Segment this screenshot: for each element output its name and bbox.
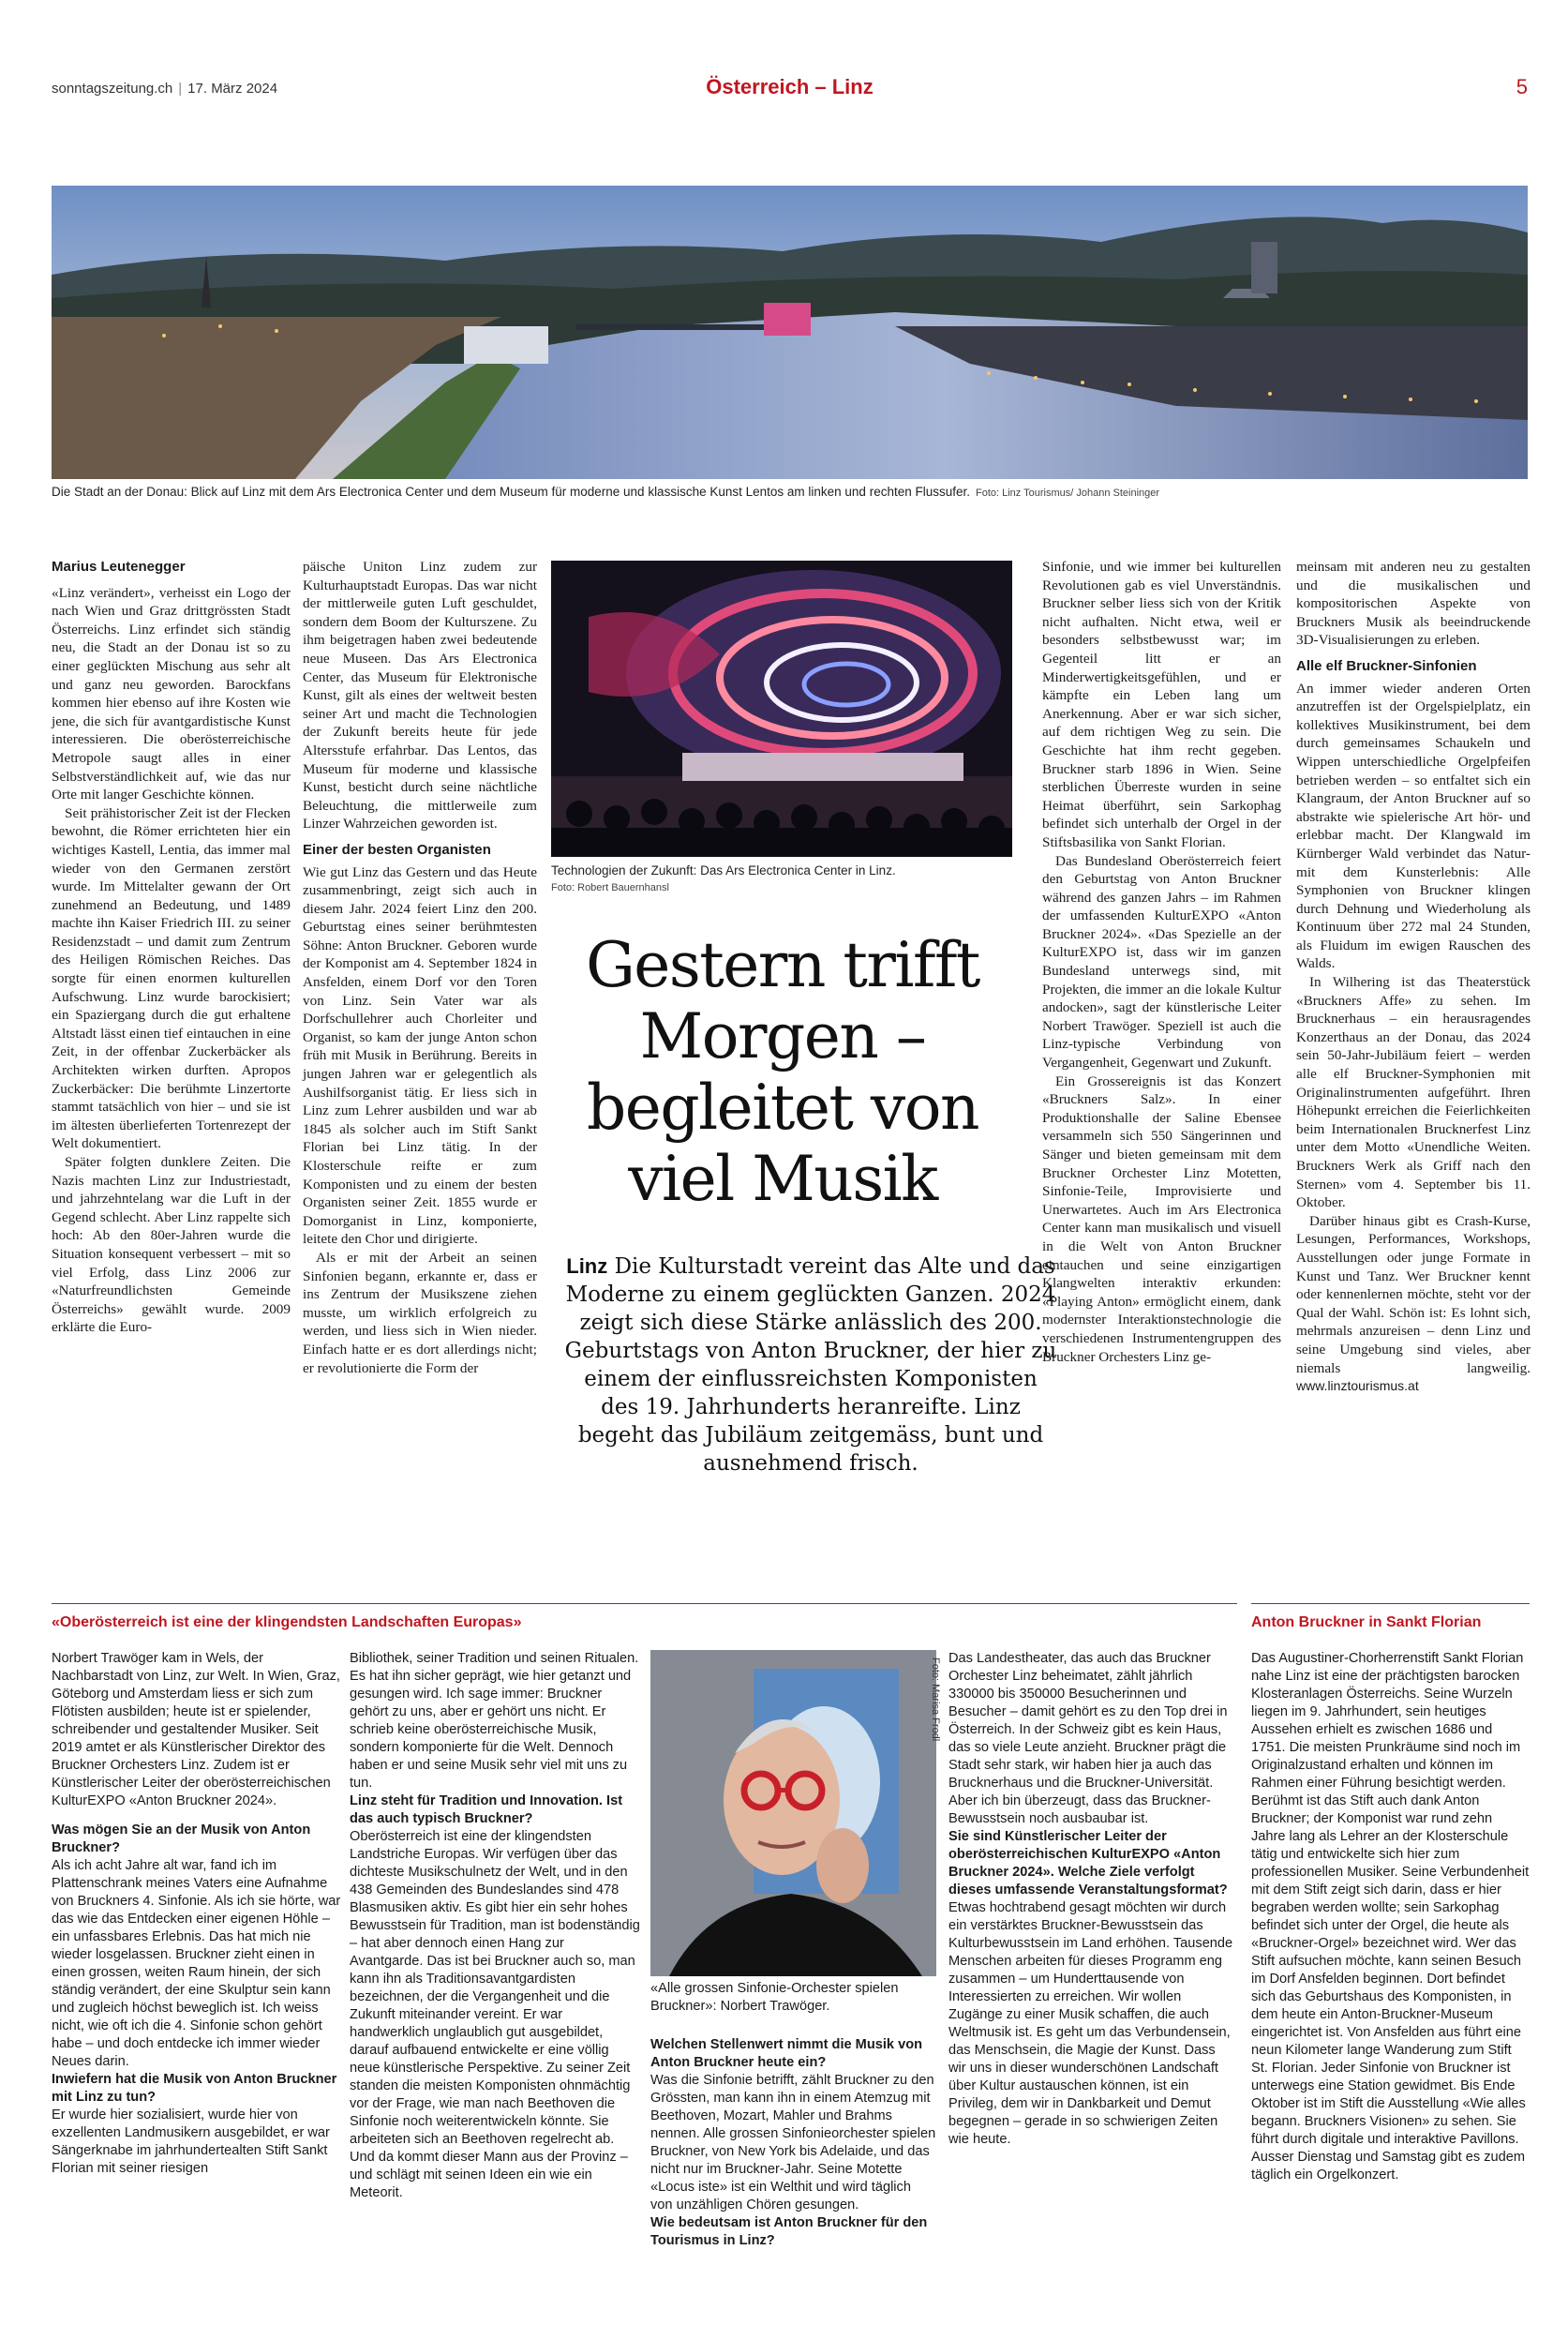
ars-electronica-photo <box>551 561 1012 857</box>
paragraph: Wie gut Linz das Gestern und das Heute zusammenbringt, zeigt sich auch in diesem Jahr. 2024 feiert Linz den 200. Geburtstag eines seiner berühmtesten Söhne: Anton Bruckner. Geboren wurde der Komponist am 4. September 1824 in Ansfelden, einem Dorf vor den Toren von Linz. Sein Vater war als Dorfschullehrer auch Chorleiter und Organist, so kam der junge Anton schon früh mit Musik in Berührung. Bereits in jungen Jahren war er gelegentlich als Aushilfsorganist tätig. Er liess sich in Linz zum Lehrer ausbilden und war ab 1845 als solcher auch im Stift Sankt Florian bei Linz tätig. In der Klosterschule reifte er zum Komponisten und zu einem der besten Organisten seiner Zeit. 1855 wurde er Domorganist in Linz, komponierte, leitete den Chor und dirigierte. <box>303 863 537 1248</box>
ars-electronica-illustration <box>551 561 1012 857</box>
ars-electronica-caption <box>551 862 1012 894</box>
interview-column-3 <box>650 1980 936 2250</box>
article-column-4 <box>1296 558 1531 1396</box>
panorama-illustration <box>52 186 1528 479</box>
photo-caption-text: Technologien der Zukunft: Das Ars Electronica Center in Linz. <box>551 863 896 878</box>
tourism-link[interactable]: www.linztourismus.at <box>1296 1378 1419 1394</box>
subheading: Einer der besten Organisten <box>303 841 491 858</box>
interview-column-2 <box>350 1650 640 2202</box>
portrait-credit: Foto: Marisa Frodl <box>930 1658 941 1742</box>
article-headline: Gestern trifft Morgen – begleitet von viel Musik <box>586 929 979 1215</box>
section-title: Österreich – Linz <box>706 75 874 98</box>
interview-answer: Das Landestheater, das auch das Bruckner Orchester Linz beheimatet, zählt jährlich 330000 bis 350000 Besucherinnen und Besucher – damit gehört es zu den Top drei in Österreich. In der Schweiz gibt es kein Haus, das so viele Leute anzieht. Bruckner prägt die Stadt sehr stark, wir haben hier ja auch das Brucknerhaus und die Bruckner-Universität. Aber ich bin überzeugt, dass das Bruckner-Bewusstsein noch ausbaubar ist. <box>948 1651 1228 1826</box>
interview-question: Welchen Stellenwert nimmt die Musik von Anton Bruckner heute ein? <box>650 2037 923 2070</box>
paragraph: «Linz verändert», verheisst ein Logo der nach Wien und Graz drittgrössten Stadt Österreichs. Linz erfindet sich ständig neu, die Stadt an der Donau ist so zu einer geglückten Mischung aus sehr alt und ganz neu geworden. Barockfans kommen hier ebenso auf ihre Kosten wie jene, die sich für avantgardistische Kunst interessieren. Die oberösterreichische Metropole saugt alles in einer Selbstverständlichkeit auf, wie das nur Orte mit langer Geschichte können. <box>52 584 291 803</box>
interview-question: Sie sind Künstlerischer Leiter der oberösterreichischen KulturEXPO «Anton Bruckner 2024». Welche Ziele verfolgt dieses umfassende Veranstaltungsformat? <box>948 1829 1228 1898</box>
interview-answer: Bibliothek, seiner Tradition und seinen Ritualen. Es hat ihn sicher geprägt, wie hier getanzt und gesungen wird. Ich sage immer: Bruckner gehört zu uns, aber er gehört uns nicht. Er schrieb keine oberösterreichische Musik, sondern komponierte für die Welt. Dennoch haben er und seine Musik sehr viel mit uns zu tun. <box>350 1651 639 1791</box>
interview-answer: Er wurde hier sozialisiert, wurde hier von exzellenten Landmusikern ausgebildet, er war Sängerknabe im jahrhundertealten Stift Sankt Florian mit seiner riesigen <box>52 2108 330 2176</box>
portrait-illustration <box>650 1650 936 1976</box>
interview-answer: Oberösterreich ist eine der klingendsten Landstriche Europas. Wir verfügen über das dichteste Musikschulnetz der Welt, und in den 438 Gemeinden des Bundeslandes sind 478 Blasmusiken aktiv. Es gibt hier ein sehr hohes Bewusstsein für Tradition, man ist bodenständig – hat aber dennoch einen Hang zur Avantgarde. Das ist bei Bruckner auch so, man kann ihn als Traditionsavantgardisten bezeichnen, der die Vergangenheit und die Zukunft miteinander vereint. Er war handwerklich unglaublich gut ausgebildet, darauf aufbauend entwickelte er eine völlig neue künstlerische Perspektive. Zu seiner Zeit standen die meisten Komponisten ohnmächtig vor der Frage, wie man nach Beethoven die Sinfonie noch weiterentwickeln könnte. Sie arbeiteten sich an Beethoven regelrecht ab. Und da kommt dieser Mann aus der Provinz – und schlägt mit seinen Ideen ein wie ein Meteorit. <box>350 1829 640 2200</box>
issue-date: 17. März 2024 <box>187 81 278 97</box>
interview-column-4 <box>948 1650 1234 2149</box>
section-divider <box>52 1603 1237 1604</box>
interview-question: Linz steht für Tradition und Innovation. Ist das auch typisch Bruckner? <box>350 1793 623 1826</box>
paragraph: Ein Grossereignis ist das Konzert «Bruckners Salz». In einer Produktionshalle der Saline Ebensee versammeln sich 550 Sängerinnen und Sänger und bieten gemeinsam mit dem Bruckner Orchester Linz Motetten, Sinfonie-Teile, Improvisierte und Unerwartetes. Auch im Ars Electronica Center kann man musikalisch und visuell in die Welt von Anton Bruckner eintauchen und seine einzigartigen Klangwelten interaktiv erkunden: «Playing Anton» ermöglicht einem, dank modernster Interaktionstechnologie die verschiedenen Instrumentengruppen des Bruckner Orchesters Linz ge- <box>1042 1072 1281 1365</box>
article-lead <box>562 1252 1059 1478</box>
hero-photo-linz-panorama <box>52 186 1528 479</box>
interview-question: Inwiefern hat die Musik von Anton Bruckner mit Linz zu tun? <box>52 2072 337 2105</box>
hero-credit: Foto: Linz Tourismus/ Johann Steininger <box>976 488 1160 499</box>
article-column-3 <box>1042 558 1281 1366</box>
paragraph: päische Uniton Linz zudem zur Kulturhauptstadt Europas. Das war nicht der mittlerweile guten Luft geschuldet, sondern dem Boom der Kulturszene. Zu ihm beigetragen haben zwei bedeutende neue Museen. Das Ars Electronica Center, das Museum für Elektronische Kunst, gilt als eines der weltweit besten seiner Art und macht die Technologien der Zukunft bereits heute für jede Altersstufe erfahrbar. Das Lentos, das Museum für moderne und klassische Kunst, besticht durch seine nächtliche Beleuchtung, die mittlerweile zum Linzer Wahrzeichen geworden ist. <box>303 559 537 832</box>
lead-text: Die Kulturstadt vereint das Alte und das Moderne zu einem geglückten Ganzen. 2024 zeigt sich diese Stärke anlässlich des 200. Geburtstags von Anton Bruckner, der hier zu einem der einflussreichsten Komponisten des 19. Jahrhunderts heranreifte. Linz begeht das Jubiläum zeitgemäss, bunt und ausnehmend frisch. <box>564 1254 1057 1476</box>
portrait-photo-trawoeger <box>650 1650 936 1976</box>
portrait-credit-wrap <box>928 1658 943 1808</box>
paragraph <box>1296 1212 1531 1396</box>
interview-intro: Norbert Trawöger kam in Wels, der Nachbarstadt von Linz, zur Welt. In Wien, Graz, Göteborg und Amsterdam liess er sich zum Flötisten ausbilden; heute ist er spielender, schreibender und gestaltender Musiker. Seit 2019 amtet er als Künstlerischer Direktor des Bruckner Orchesters Linz. Zudem ist er Künstlerischer Leiter der oberösterreichischen KulturEXPO «Anton Bruckner 2024». <box>52 1651 340 1808</box>
paragraph: In Wilhering ist das Theaterstück «Bruckners Affe» zu sehen. Im Brucknerhaus – ein herausragendes Konzerthaus an der Donau, das 2024 sein 50-Jahr-Jubiläum feiert – werden alle elf Bruckner-Symphonien mit Originalinstrumenten aufgeführt. Ihren Höhepunkt erreichen die Feierlichkeiten beim Internationalen Brucknerfest Linz unter dem Motto «Unendliche Weiten. Bruckners Werk als Griff nach den Sternen» vom 4. September bis 11. Oktober. <box>1296 974 1531 1211</box>
paragraph-text: Darüber hinaus gibt es Crash-Kurse, Lesungen, Performances, Workshops, Ausstellungen oder junge Formate in Kunst und Tanz. Wer Bruckner kennt oder kennenlernen möchte, steht vor der Qual der Wahl. Schön ist: Es lohnt sich, mehrmals anzureisen – denn Linz und seine Umgebung sind vieles, aber niemals langweilig. <box>1296 1212 1531 1376</box>
sidebar-text: Das Augustiner-Chorherrenstift Sankt Florian nahe Linz ist eine der prächtigsten barocken Klosteranlagen Österreichs. Seine Wurzeln liegen im 9. Jahrhundert, sein heutiges Aussehen erhielt es zwischen 1686 und 1751. Die meisten Prunkräume sind noch im Originalzustand erhalten und können im Rahmen einer Führung besichtigt werden. Berühmt ist das Stift auch dank Anton Bruckner; der Komponist war rund zehn Jahre lang als Lehrer an der Klosterschule tätig und entwickelte sich hier zum professionellen Musiker. Seine Verbundenheit mit dem Stift zeigt sich darin, dass er hier begraben werden wollte; sein Sarkophag befindet sich unter der Orgel, die heute als «Bruckner-Orgel» bezeichnet wird. Wer das Stift aufsuchen möchte, kann seinen Besuch im Dorf Ansfelden beginnen. Dort befindet sich das Geburtshaus des Komponisten, in dem heute ein Anton-Bruckner-Museum eingerichtet ist. Von Ansfelden aus führt eine neun Kilometer lange Wanderung zum Stift St. Florian. Jeder Sinfonie von Bruckner ist unterwegs eine Station gewidmet. Bis Ende Oktober ist im Stift die Ausstellung «Wie alles begann. Bruckners Visionen» zu sehen. Sie führt durch digitale und interaktive Pavillons. Ausser Dienstag und Samstag gibt es zudem täglich ein Orgelkonzert. <box>1251 1651 1530 2182</box>
sidebar-title: Anton Bruckner in Sankt Florian <box>1251 1614 1482 1630</box>
interview-answer: Was die Sinfonie betrifft, zählt Bruckner zu den Grössten, man kann ihn in einem Atemzug mit Beethoven, Mozart, Mahler und Brahms nennen. Alle grossen Sinfonieorchester spielen Bruckner, von New York bis Adelaide, und das nicht nur im Bruckner-Jahr. Seine Motette «Locus iste» ist ein Welthit und wird täglich von unzähligen Chören gesungen. <box>650 2073 936 2212</box>
hero-caption <box>52 484 1528 501</box>
photo-credit: Foto: Robert Bauernhansl <box>551 881 669 893</box>
interview-answer: Etwas hochtrabend gesagt möchten wir durch ein verstärktes Bruckner-Bewusstsein das Kulturbewusstsein im Land erhöhen. Tausende Menschen arbeiten für dieses Programm eng zusammen – um Hunderttausende von Interessierten zu erreichen. Wir wollen Zugänge zu einer Musik schaffen, die auch Weltmusik ist. Es geht um das Verbundensein, das Menschsein, die Magie der Kunst. Dass wir uns in dieser wunderschönen Landschaft über Kultur austauschen können, ist ein Privileg, dem wir in Dankbarkeit und Demut begegnen – gerade in so schwierigen Zeiten wie heute. <box>948 1900 1233 2147</box>
sidebar-divider <box>1251 1603 1530 1604</box>
interview-question: Was mögen Sie an der Musik von Anton Bruckner? <box>52 1822 311 1855</box>
portrait-caption: «Alle grossen Sinfonie-Orchester spielen Bruckner»: Norbert Trawöger. <box>650 1981 899 2014</box>
paragraph: Sinfonie, und wie immer bei kulturellen Revolutionen gab es viel Unverständnis. Bruckner selber liess sich von der Kritik nicht aufhalten. Nicht etwa, weil er besonders selbstbewusst war; im Gegenteil litt er an Minderwertigkeitsgefühlen, und er kämpfte ein Leben lang um Anerkennung. Aber er war sich sicher, auf dem richtigen Weg zu sein. Die Geschichte hat ihm recht gegeben. Bruckner starb 1896 in Wien. Seine sterblichen Überreste wurden in seine Heimat überführt, sein Sarkophag befindet sich unterhalb der Orgel in der Stiftsbasilika von Sankt Florian. <box>1042 559 1281 850</box>
paragraph: meinsam mit anderen neu zu gestalten und die musikalischen und kompositorischen Aspekte von Bruckners Musik als beeindruckende 3D-Visualisierungen zu erleben. <box>1296 559 1531 649</box>
subheading: Alle elf Bruckner-Sinfonien <box>1296 657 1477 674</box>
interview-answer: Als ich acht Jahre alt war, fand ich im Plattenschrank meines Vaters eine Aufnahme von Bruckners 4. Sinfonie. Als ich sie hörte, war das wie das Entdecken einer eigenen Höhle – ein unfassbares Erlebnis. Das hat mich nie wieder losgelassen. Bruckner zieht einen in einen grossen, weiten Raum hinein, der sich ständig verändert, der eine Skulptur sein kann und zugleich höchst beweglich ist. Ich weiss nicht, wie oft ich die 4. Sinfonie schon gehört habe – und doch entdecke ich immer wieder Neues darin. <box>52 1858 341 2069</box>
article-column-1 <box>52 558 291 1337</box>
paragraph: Das Bundesland Oberösterreich feiert den Geburtstag von Anton Bruckner während des ganzen Jahrs – im Rahmen der umfassenden KulturEXPO «Anton Bruckner 2024». «Das Spezielle an der KulturEXPO ist, dass wir im ganzen Bundesland unterwegs sind, mit Projekten, die immer an die lokale Kultur andocken», sagt der künstlerische Leiter Norbert Trawöger. Speziell ist auch die Linz-typische Verbindung von Vergangenheit, Gegenwart und Zukunft. <box>1042 852 1281 1072</box>
paragraph: Später folgten dunklere Zeiten. Die Nazis machten Linz zur Industriestadt, und jahrzehntelang war die Luft in der Gegend schlecht. Aber Linz rappelte sich hoch: Ab den 80er-Jahren wurde die Situation konsequent verbessert – mit so viel Erfolg, dass Linz 2006 zur «Naturfreundlichsten Gemeinde Österreichs» gewählt wurde. 2009 erklärte die Euro- <box>52 1154 291 1336</box>
page-number: 5 <box>1516 75 1528 98</box>
interview-title: «Oberösterreich ist eine der klingendsten Landschaften Europas» <box>52 1614 522 1630</box>
author: Marius Leutenegger <box>52 559 186 575</box>
hero-caption-text: Die Stadt an der Donau: Blick auf Linz mit dem Ars Electronica Center und dem Museum für moderne und klassische Kunst Lentos am linken und rechten Flussufer. <box>52 485 970 499</box>
paragraph: Seit prähistorischer Zeit ist der Flecken bewohnt, die Römer errichteten hier ein wichtiges Kastell, Lentia, das immer mal wieder von den Germanen zerstört wurde. Im Mittelalter gewann der Ort zunehmend an Bedeutung, und 1489 machte ihn Kaiser Friedrich III. zu seiner Residenzstadt – und damit zum Zentrum des Heiligen Römischen Reiches. Das sorgte für einen enormen kulturellen Aufschwung. Linz wurde barockisiert; ein Spaziergang durch die gut erhaltene Altstadt lässt einen tief eintauchen in eine Zeit, in der offenbar Zuckerbäcker als Architekten wirken durften. Apropos Zuckerbäcker: Die berühmte Linzertorte stammt tatsächlich von hier – und sie ist im ältesten überlieferten Tortenrezept der Welt dokumentiert. <box>52 804 291 1152</box>
paragraph: An immer wieder anderen Orten anzutreffen ist der Orgelspielplatz, ein kollektives Musikinstrument, bei dem durch gemeinsames Schaukeln und Wippen unterschiedliche Orgelpfeifen betrieben werden – so entfaltet sich ein Klangraum, der Anton Bruckner auf so abstrakte wie spielerische Art hör- und erlebbar macht. Der Klangwald im Kürnberger Wald verbindet das Natur- mit dem Kunsterlebnis: Alle Symphonien von Bruckner klingen durch Dehnung und Wiederholung als Kontinuum über 272 mal 24 Stunden, als Fluidum im ewigen Rauschen des Walds. <box>1296 680 1531 972</box>
interview-column-1 <box>52 1650 342 2178</box>
paragraph: Als er mit der Arbeit an seinen Sinfonien begann, erkannte er, dass er ins Zentrum der Musikszene ziehen musste, um wirklich erfolgreich zu werden, und liess sich in Wien nieder. Einfach hatte er es dort allerdings nicht; er revolutionierte die Form der <box>303 1249 537 1376</box>
header-meta: sonntagszeitung.ch | 17. März 2024 <box>52 81 278 97</box>
article-column-2 <box>303 558 537 1377</box>
lead-keyword: Linz <box>566 1254 608 1278</box>
site-name: sonntagszeitung.ch <box>52 81 173 97</box>
interview-question: Wie bedeutsam ist Anton Bruckner für den Tourismus in Linz? <box>650 2215 928 2248</box>
page-header <box>52 75 1528 103</box>
